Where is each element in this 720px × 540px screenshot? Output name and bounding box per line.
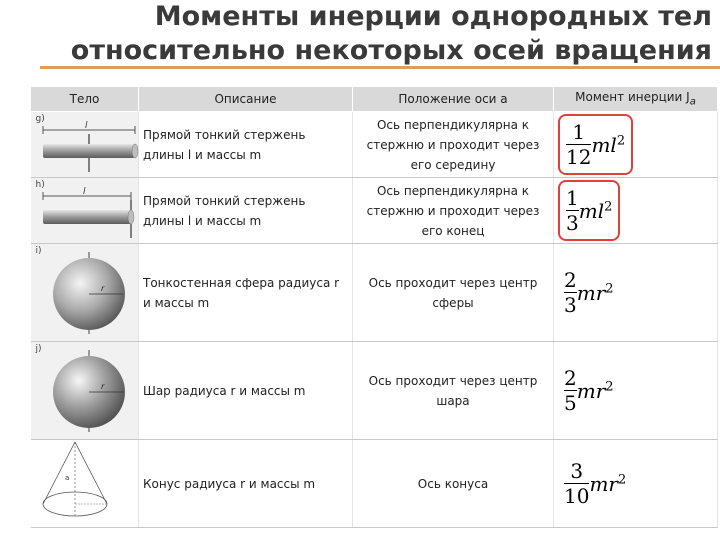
inertia-formula [558, 264, 620, 321]
thin-sphere-diagram-cell [31, 244, 139, 342]
formula-expression: mr [576, 280, 606, 305]
rod-end-diagram-cell [31, 178, 139, 244]
cone-diagram [35, 440, 142, 524]
moment-cell [554, 178, 718, 244]
formula-expression: mr [589, 471, 618, 496]
formula-denominator: 3 [564, 293, 577, 317]
description-cell: Шар радиуса r и массы m [139, 342, 353, 440]
formula-exponent: 2 [605, 378, 614, 394]
formula-expression: mr [576, 378, 606, 403]
table-row [31, 440, 718, 528]
axis-cell: Ось перпендикулярна к стержню и проходит через его середину [353, 112, 554, 178]
moment-cell [554, 342, 718, 440]
formula-expression: ml [591, 132, 617, 157]
diagram-label: i) [35, 246, 42, 256]
diagram-label: h) [35, 180, 45, 190]
sphere-radius-label: r [100, 382, 104, 391]
title-line-1: Моменты инерции однородных тел [154, 1, 712, 32]
moment-cell [554, 440, 718, 528]
formula-exponent: 2 [616, 132, 626, 148]
header-moment-subscript: a [689, 96, 696, 108]
description-cell: Тонкостенная сфера радиуса r и массы m [139, 244, 353, 342]
solid-sphere-diagram [35, 342, 142, 436]
axis-cell: Ось проходит через центр сферы [353, 244, 554, 342]
formula-denominator: 3 [566, 211, 579, 235]
formula-denominator: 10 [564, 484, 590, 508]
inertia-formula [558, 180, 620, 241]
formula-numerator: 3 [570, 459, 584, 483]
moment-cell [554, 244, 718, 342]
table-header-row [31, 87, 718, 112]
inertia-formula [558, 114, 633, 175]
cone-axis-label: a [64, 474, 69, 482]
inertia-formula [558, 362, 620, 419]
formula-numerator: 1 [572, 120, 586, 144]
inertia-table [30, 86, 718, 528]
rod-center-axis-diagram [35, 112, 142, 174]
table-row [31, 178, 718, 244]
table-row [31, 244, 718, 342]
formula-numerator: 1 [566, 186, 579, 210]
table-row [31, 342, 718, 440]
rod-length-label: l [82, 187, 86, 197]
formula-exponent: 2 [617, 471, 627, 487]
header-axis: Положение оси a [353, 87, 554, 112]
header-description: Описание [139, 87, 353, 112]
header-moment-label: Момент инерции J [575, 90, 690, 105]
description-cell: Прямой тонкий стержень длины l и массы m [139, 178, 353, 244]
inertia-formula [558, 455, 632, 512]
moment-cell [554, 112, 718, 178]
formula-numerator: 2 [564, 366, 577, 390]
diagram-label: j) [35, 344, 42, 354]
sphere-radius-label: r [100, 284, 104, 293]
formula-exponent: 2 [605, 280, 614, 296]
formula-denominator: 5 [564, 391, 577, 415]
axis-cell: Ось перпендикулярна к стержню и проходит через его конец [353, 178, 554, 244]
header-body: Тело [31, 87, 139, 112]
rod-center-diagram-cell [31, 112, 139, 178]
header-moment [554, 87, 718, 112]
page-title [0, 0, 712, 68]
axis-cell: Ось конуса [353, 440, 554, 528]
title-divider [40, 66, 720, 69]
formula-exponent: 2 [604, 198, 613, 214]
solid-sphere-diagram-cell [31, 342, 139, 440]
axis-cell: Ось проходит через центр шара [353, 342, 554, 440]
rod-length-label: l [84, 121, 88, 131]
description-cell: Конус радиуса r и массы m [139, 440, 353, 528]
rod-end-axis-diagram [35, 178, 142, 240]
formula-denominator: 12 [566, 145, 592, 169]
diagram-label: g) [35, 114, 45, 124]
title-line-2: относительно некоторых осей вращения [70, 35, 712, 66]
table-row [31, 112, 718, 178]
formula-numerator: 2 [564, 268, 577, 292]
cone-diagram-cell [31, 440, 139, 528]
thin-sphere-diagram [35, 244, 142, 338]
formula-expression: ml [578, 198, 605, 223]
description-cell: Прямой тонкий стержень длины l и массы m [139, 112, 353, 178]
